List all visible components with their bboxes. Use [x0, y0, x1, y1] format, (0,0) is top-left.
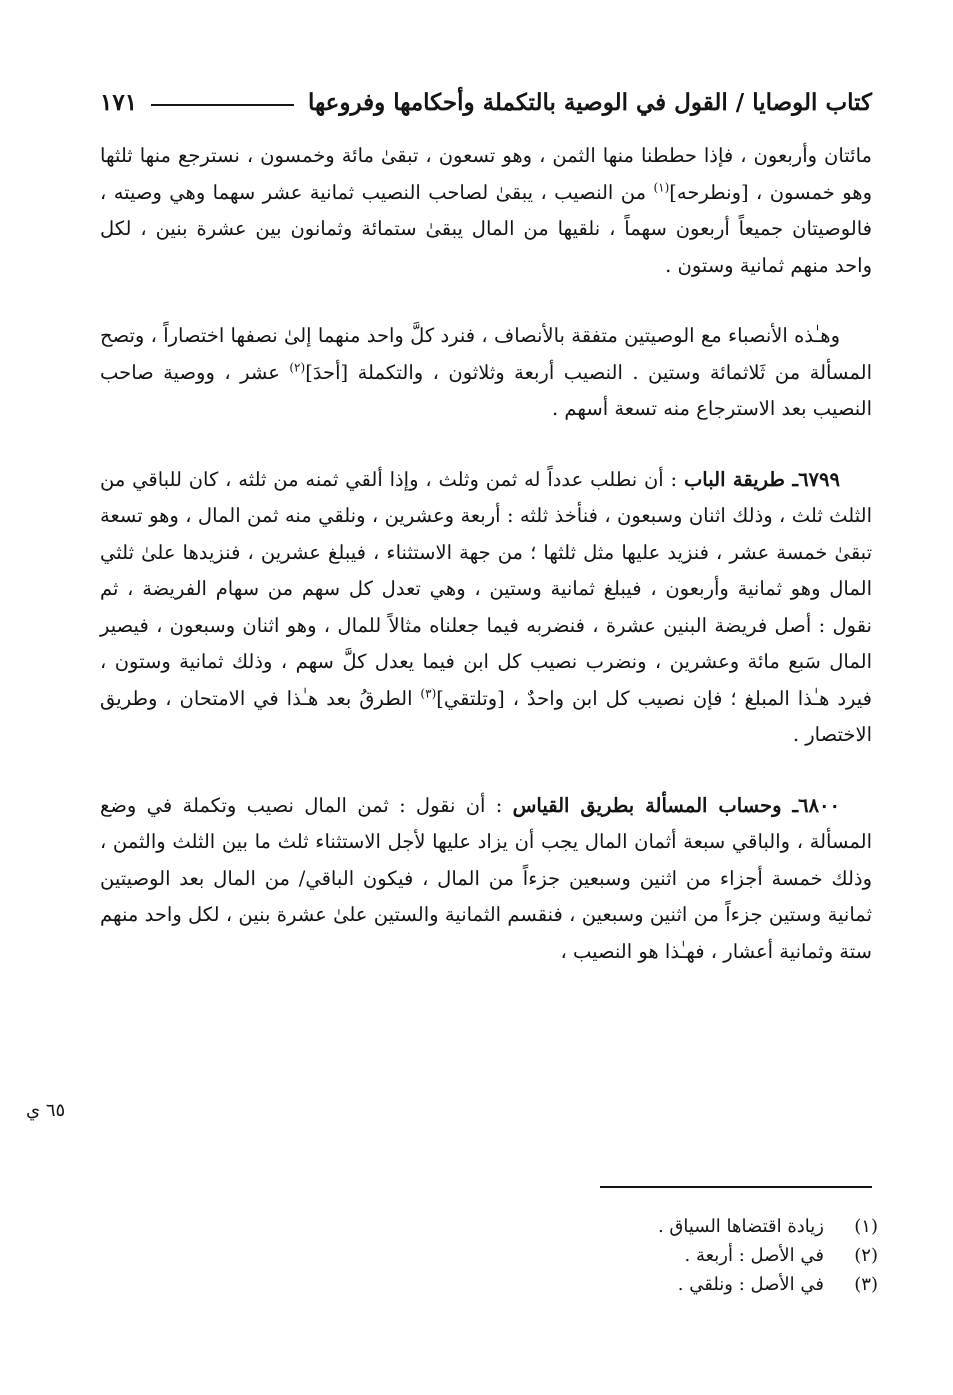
- header-rule: [151, 104, 294, 106]
- running-header: [100, 82, 872, 122]
- footnote-number: (٢): [854, 1245, 878, 1266]
- paragraph-3: [100, 462, 872, 754]
- paragraph-1-text: مائتان وأربعون ، فإذا حططنا منها الثمن ، وهو تسعون ، تبقىٰ مائة وخمسون ، نسترجع منها ثلثها وهو خمسون ، [ونطرحه]: [100, 144, 872, 204]
- footnote-ref-1: (١): [653, 180, 670, 194]
- section-number-6799: ٦٧٩٩ـ: [792, 467, 840, 491]
- footnote-2: [400, 1241, 878, 1270]
- paragraph-3-rest: الطرقُ بعد هـٰذا في الامتحان ، وطريق الاختصار .: [100, 686, 872, 746]
- section-title-6800: وحساب المسألة بطريق القياس: [512, 793, 793, 817]
- footnote-text: في الأصل : أربعة .: [684, 1245, 824, 1266]
- footnote-number: (٣): [854, 1274, 878, 1295]
- footnote-ref-3: (٣): [420, 686, 437, 700]
- footnote-number: (١): [854, 1216, 878, 1237]
- paragraph-1: [100, 138, 872, 284]
- footnote-separator: [600, 1186, 872, 1188]
- section-title-6799: طريقة الباب: [683, 467, 793, 491]
- footnotes: [400, 1212, 878, 1299]
- main-text: [100, 138, 872, 970]
- margin-manuscript-ref: ٦٥ ي: [26, 1100, 66, 1121]
- footnote-text: في الأصل : ونلقي .: [677, 1274, 824, 1295]
- paragraph-1-rest: من النصيب ، يبقىٰ لصاحب النصيب ثمانية عشر سهما وهي وصيته ، فالوصيتان جميعاً أربعون سهماً ، نلقيها من المال يبقىٰ ستمائة وثمانون بين عشرة بنين ، لكل واحد منهم ثمانية وستون .: [100, 180, 872, 277]
- paragraph-2-rest: عشر ، ووصية صاحب النصيب بعد الاسترجاع منه تسعة أسهم .: [100, 360, 872, 420]
- section-number-6800: ٦٨٠٠ـ: [792, 793, 840, 817]
- paragraph-4: [100, 788, 872, 971]
- footnote-ref-2: (٢): [289, 360, 306, 374]
- footnote-3: [400, 1270, 878, 1299]
- paragraph-2-text: وهـٰذه الأنصباء مع الوصيتين متفقة بالأنصاف ، فنرد كلَّ واحد منهما إلىٰ نصفها اختصاراً ، وتصح المسألة من ثَلاثمائة وستين . النصيب أربعة وثلاثون ، والتكملة [أحدَ]: [100, 324, 873, 384]
- paragraph-4-text: : أن نقول : ثمن المال نصيب وتكملة في وضع المسألة ، والباقي سبعة أثمان المال يجب أن يزاد عليها لأجل الاستثناء ثلث ما بين الثلث والثمن ، وذلك خمسة أجزاء من اثنين وسبعين جزءاً من المال ، فيكون الباقي/ من المال بعد الوصيتين ثمانية وستين جزءاً من اثنين وسبعين ، فنقسم الثمانية والستين علىٰ عشرة بنين ، لكل واحد منهم ستة وثمانية أعشار ، فهـٰذا هو النصيب ،: [100, 793, 872, 963]
- footnote-text: زيادة اقتضاها السياق .: [657, 1216, 824, 1237]
- header-title: كتاب الوصايا / القول في الوصية بالتكملة وأحكامها وفروعها: [308, 88, 872, 116]
- page-number: ١٧١: [100, 88, 138, 116]
- footnote-1: [400, 1212, 878, 1241]
- paragraph-3-text: : أن نطلب عدداً له ثمن وثلث ، وإذا ألقي ثمنه من ثلثه ، كان للباقي من الثلث ثلث ، وذلك اثنان وسبعون ، فنأخذ ثلثه : أربعة وعشرين ، ونلقي منه ثمن المال ، وهو تسعة تبقىٰ خمسة عشر ، فنزيد عليها مثل ثلثها ؛ من جهة الاستثناء ، فيبلغ عشرين ، فنزيدها علىٰ ثلثي المال وهو ثمانية وأربعون ، فيبلغ ثمانية وستين ، وهي تعدل كل سهم من سهام الفريضة ، ثم نقول : أصل فريضة البنين عشرة ، فنضربه فيما جعلناه مثالاً للمال ، وهو اثنان وسبعون ، فيصير المال سَبع مائة وعشرين ، ونضرب نصيب كل ابن فيما يعدل كلَّ سهم ، وذلك ثمانية وستون ، فيرد هـٰذا المبلغ ؛ فإن نصيب كل ابن واحدٌ ، [وتلتقي]: [100, 467, 872, 710]
- paragraph-2: [100, 318, 872, 428]
